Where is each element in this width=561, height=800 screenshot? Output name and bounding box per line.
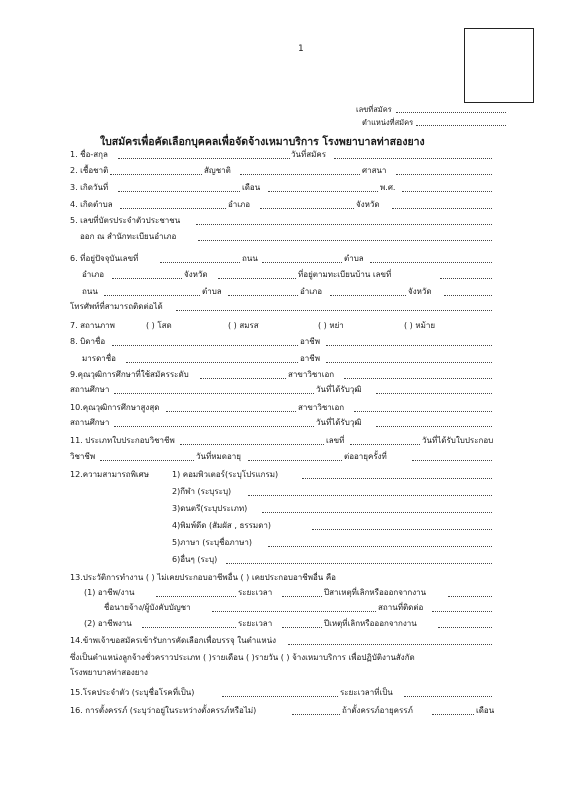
f3-month: เดือน bbox=[242, 183, 261, 192]
birth-month-line bbox=[268, 182, 378, 192]
address-province-line bbox=[218, 269, 296, 279]
period1-line bbox=[282, 587, 322, 597]
license-type-line bbox=[180, 435, 324, 445]
f7-label: 7. สถานภาพ bbox=[70, 321, 115, 330]
address-road-line bbox=[262, 253, 342, 263]
job1-line bbox=[156, 587, 236, 597]
f2-nationality: สัญชาติ bbox=[204, 166, 231, 175]
skill-item: 3)ดนตรี(ระบุประเภท) bbox=[172, 504, 248, 513]
f8-mother: มารดาชื่อ bbox=[82, 354, 116, 363]
f6-subdistrict: ตำบล bbox=[344, 254, 364, 263]
position-label: ตำแหน่งที่สมัคร bbox=[362, 118, 414, 127]
f10-school: สถานศึกษา bbox=[70, 418, 110, 427]
race-line bbox=[110, 165, 202, 175]
registered-province-line bbox=[444, 286, 492, 296]
birth-day-line bbox=[118, 182, 240, 192]
f6-district2: อำเภอ bbox=[300, 287, 323, 296]
f16-age: ถ้าตั้งครรภ์อายุครรภ์ bbox=[342, 706, 413, 715]
edu-level-line bbox=[200, 369, 286, 379]
status-divorced: ( ) หย่า bbox=[318, 321, 344, 330]
f15-duration: ระยะเวลาที่เป็น bbox=[340, 688, 393, 697]
applicant-number-label: เลขที่สมัคร bbox=[356, 105, 392, 114]
f9-label: 9.คุณวุฒิการศึกษาที่ใช้สมัครระดับ bbox=[70, 370, 189, 379]
f4-province: จังหวัด bbox=[356, 200, 380, 209]
f8-father-job: อาชีพ bbox=[300, 337, 320, 346]
status-single: ( ) โสด bbox=[146, 321, 172, 330]
edu-school-line bbox=[114, 384, 314, 394]
id-card-line bbox=[196, 215, 492, 225]
license-issue-line bbox=[100, 451, 194, 461]
f11-no: เลขที่ bbox=[326, 436, 345, 445]
skill-item: 2)กีฬา (ระบุระบุ) bbox=[172, 487, 232, 496]
father-name-line bbox=[112, 336, 298, 346]
id-office-line bbox=[198, 231, 492, 241]
f12-label: 12.ความสามารถพิเศษ bbox=[70, 470, 149, 479]
pregnant-line bbox=[292, 705, 340, 715]
f2-label: 2. เชื้อชาติ bbox=[70, 166, 109, 175]
f15-label: 15.โรคประจำตัว (ระบุชื่อโรคที่เป็น) bbox=[70, 688, 195, 697]
f11-issued: วันที่ได้รับใบประกอบ bbox=[422, 436, 494, 445]
registered-district-line bbox=[330, 286, 406, 296]
f3-year: พ.ศ. bbox=[380, 183, 396, 192]
f11-label: 11. ประเภทใบประกอบวิชาชีพ bbox=[70, 436, 175, 445]
address-no-line bbox=[160, 253, 240, 263]
job2-line bbox=[142, 618, 236, 628]
edu-major-line bbox=[344, 369, 492, 379]
skill-item: 6)อื่นๆ (ระบุ) bbox=[172, 555, 218, 564]
apply-position-line bbox=[288, 635, 492, 645]
phone-line bbox=[176, 301, 492, 311]
f6-subdistrict2: ตำบล bbox=[202, 287, 222, 296]
f3-label: 3. เกิดวันที่ bbox=[70, 183, 109, 192]
f10-date: วันที่ได้รับวุฒิ bbox=[316, 418, 362, 427]
f2-religion: ศาสนา bbox=[362, 166, 387, 175]
f6-province: จังหวัด bbox=[184, 270, 208, 279]
disease-line bbox=[222, 687, 338, 697]
f13-job1: (1) อาชีพ/งาน bbox=[84, 588, 135, 597]
f13-label: 13.ประวัติการทำงาน ( ) ไม่เคยประกอบอาชีพอื่น ( ) เคยประกอบอาชีพอื่น คือ bbox=[70, 573, 336, 582]
f6-label: 6. ที่อยู่ปัจจุบันเลขที่ bbox=[70, 254, 139, 263]
birth-district-line bbox=[260, 199, 354, 209]
disease-duration-line bbox=[404, 687, 492, 697]
skill-line bbox=[226, 554, 492, 564]
f9-school: สถานศึกษา bbox=[70, 385, 110, 394]
f4-label: 4. เกิดตำบล bbox=[70, 200, 113, 209]
skill-item: 4)พิมพ์ดีด (สัมผัส , ธรรมดา) bbox=[172, 521, 271, 530]
f8-father: 8. บิดาชื่อ bbox=[70, 337, 106, 346]
f8-mother-job: อาชีพ bbox=[300, 354, 320, 363]
mother-name-line bbox=[126, 353, 298, 363]
pregnancy-age-line bbox=[432, 705, 474, 715]
period2-line bbox=[282, 618, 322, 628]
skill-line bbox=[312, 520, 492, 530]
f13-reason1: ปีสาเหตุที่เลิกหรือออกจากงาน bbox=[324, 588, 427, 597]
position-line bbox=[416, 116, 506, 126]
f13-contact: สถานที่ติดต่อ bbox=[378, 603, 424, 612]
status-widowed: ( ) หม้าย bbox=[404, 321, 436, 330]
f10-label: 10.คุณวุฒิการศึกษาสูงสุด bbox=[70, 403, 160, 412]
license-expire-line bbox=[248, 451, 342, 461]
photo-box bbox=[464, 28, 534, 103]
f14-type: ซึ่งเป็นตำแหน่งลูกจ้างชั่วคราวประเภท ( )รายเดือน ( )รายวัน ( ) จ้างเหมาบริการ เพื่อปฏิบัติงานสังกัด bbox=[70, 653, 415, 662]
skill-item: 5)ภาษา (ระบุชื่อภาษา) bbox=[172, 538, 252, 547]
f4-district: อำเภอ bbox=[228, 200, 251, 209]
registered-no-line bbox=[440, 269, 492, 279]
f5-office: ออก ณ สำนักทะเบียนอำเภอ bbox=[80, 232, 177, 241]
high-edu-line bbox=[166, 402, 296, 412]
birth-subdistrict-line bbox=[120, 199, 226, 209]
f13-job2: (2) อาชีพงาน bbox=[84, 619, 132, 628]
f6-registered: ที่อยู่ตามทะเบียนบ้าน เลขที่ bbox=[298, 270, 392, 279]
father-job-line bbox=[326, 336, 492, 346]
birth-province-line bbox=[392, 199, 492, 209]
form-title: ใบสมัครเพื่อคัดเลือกบุคคลเพื่อจัดจ้างเหมาบริการ โรงพยาบาลท่าสองยาง bbox=[100, 136, 425, 148]
status-married: ( ) สมรส bbox=[228, 321, 259, 330]
f11-profession: วิชาชีพ bbox=[70, 452, 96, 461]
contact-line bbox=[432, 602, 492, 612]
address-subdistrict-line bbox=[370, 253, 492, 263]
high-date-line bbox=[376, 417, 492, 427]
f9-major: สาขาวิชาเอก bbox=[288, 370, 335, 379]
employer-line bbox=[212, 602, 376, 612]
mother-job-line bbox=[326, 353, 492, 363]
reason1-line bbox=[448, 587, 492, 597]
f6-road: ถนน bbox=[242, 254, 258, 263]
skill-line bbox=[268, 537, 492, 547]
f1-date-label: วันที่สมัคร bbox=[291, 150, 327, 159]
registered-subdistrict-line bbox=[228, 286, 298, 296]
nationality-line bbox=[240, 165, 360, 175]
skill-line bbox=[302, 469, 492, 479]
f9-date: วันที่ได้รับวุฒิ bbox=[316, 385, 362, 394]
apply-date-line bbox=[334, 149, 492, 159]
religion-line bbox=[396, 165, 492, 175]
f13-period2: ระยะเวลา bbox=[238, 619, 273, 628]
registered-road-line bbox=[104, 286, 200, 296]
name-line bbox=[118, 149, 290, 159]
edu-date-line bbox=[376, 384, 492, 394]
page-number: 1 bbox=[298, 44, 304, 54]
f6-province2: จังหวัด bbox=[408, 287, 432, 296]
applicant-number-line bbox=[396, 103, 506, 113]
high-school-line bbox=[114, 417, 314, 427]
f13-period1: ระยะเวลา bbox=[238, 588, 273, 597]
reason2-line bbox=[438, 618, 492, 628]
f6-phone: โทรศัพท์ที่สามารถติดต่อได้ bbox=[70, 302, 163, 311]
f5-label: 5. เลขที่บัตรประจำตัวประชาชน bbox=[70, 216, 181, 225]
license-renew-line bbox=[412, 451, 492, 461]
f6-district: อำเภอ bbox=[82, 270, 105, 279]
f1-label: 1. ชื่อ-สกุล bbox=[70, 150, 108, 159]
f16-month: เดือน bbox=[476, 706, 495, 715]
skill-item: 1) คอมพิวเตอร์(ระบุโปรแกรม) bbox=[172, 470, 279, 479]
f16-label: 16. การตั้งครรภ์ (ระบุว่าอยู่ในระหว่างตั้งครรภ์หรือไม่) bbox=[70, 706, 257, 715]
f14-hospital: โรงพยาบาลท่าสองยาง bbox=[70, 668, 148, 677]
birth-year-line bbox=[402, 182, 492, 192]
f11-renew: ต่ออายุครั้งที่ bbox=[344, 452, 387, 461]
skill-line bbox=[248, 486, 492, 496]
f10-major: สาขาวิชาเอก bbox=[298, 403, 345, 412]
f13-reason2: ปีเหตุที่เลิกหรือออกจากงาน bbox=[324, 619, 417, 628]
f14-label: 14.ข้าพเจ้าขอสมัครเข้ารับการคัดเลือกเพื่อบรรจุ ในตำแหน่ง bbox=[70, 636, 277, 645]
high-major-line bbox=[354, 402, 492, 412]
f13-employer: ชื่อนายจ้าง/ผู้บังคับบัญชา bbox=[104, 603, 191, 612]
skill-line bbox=[262, 503, 492, 513]
license-no-line bbox=[350, 435, 420, 445]
address-district-line bbox=[112, 269, 182, 279]
f6-road2: ถนน bbox=[82, 287, 98, 296]
f11-expire: วันที่หมดอายุ bbox=[196, 452, 241, 461]
